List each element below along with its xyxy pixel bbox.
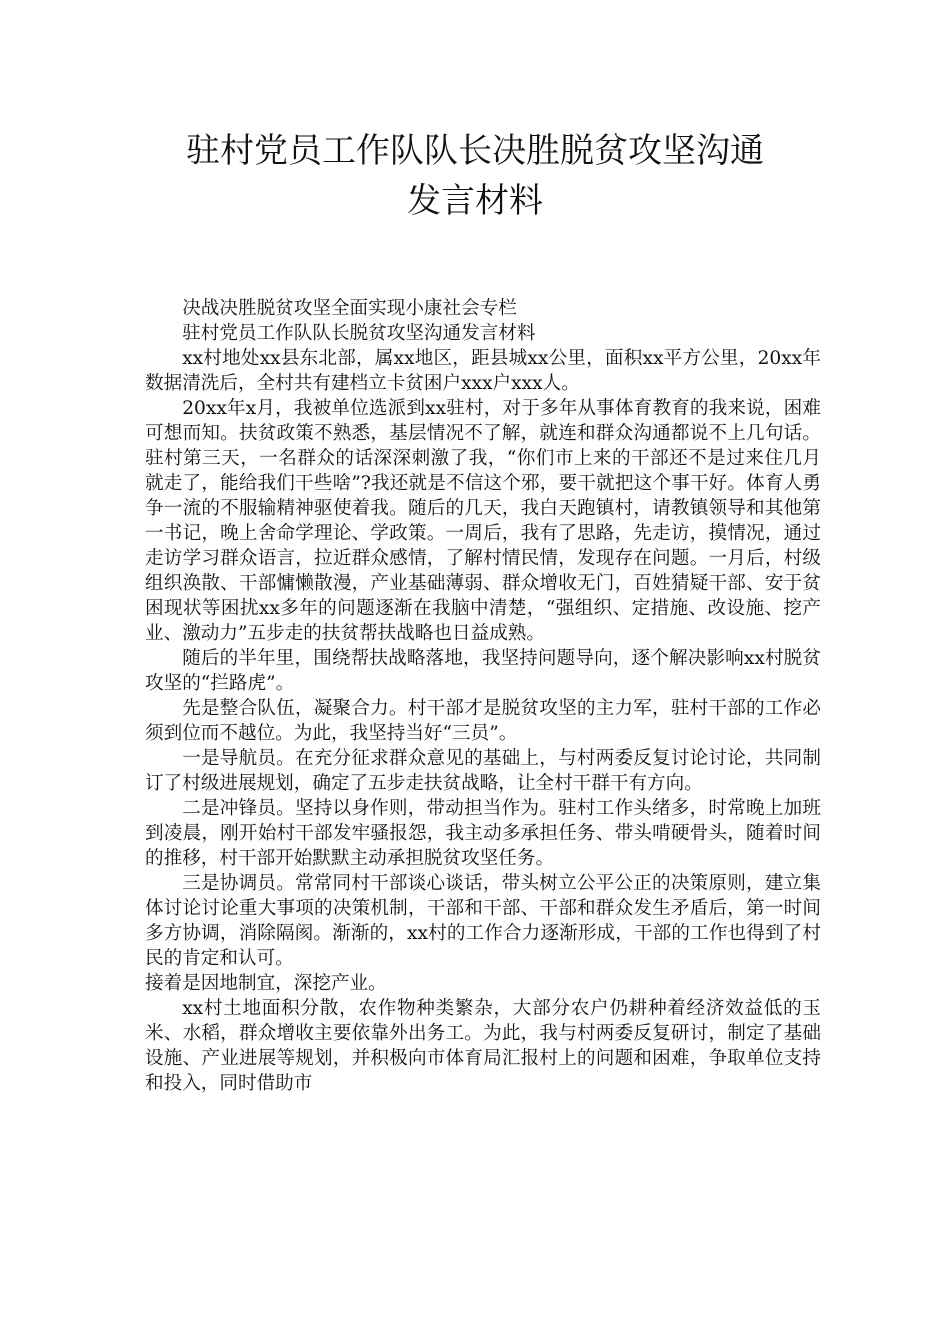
title-line-2: 发言材料 [407, 181, 543, 221]
document-body [145, 296, 821, 1096]
paragraph-following-months: 随后的半年里，围绕帮扶战略落地，我坚持问题导向，逐个解决影响xx村脱贫攻坚的“拦路虎”。 [145, 648, 821, 694]
paragraph-coordinator: 三是协调员。常常同村干部谈心谈话，带头树立公平公正的决策原则，建立集体讨论讨论重大事项的决策机制，干部和干部、干部和群众发生矛盾后，第一时间多方协调，消除隔阂。渐渐的，xx村的工作合力逐渐形成，干部的工作也得到了村民的肯定和认可。 [145, 873, 821, 969]
paragraph-assignment: 20xx年x月，我被单位选派到xx驻村，对于多年从事体育教育的我来说，困难可想而知。扶贫政策不熟悉，基层情况不了解，就连和群众沟通都说不上几句话。驻村第三天，一名群众的话深深刺激了我，“你们市上来的干部还不是过来住几月就走了，能给我们干些啥”?我还就是不信这个邪，要干就把这个事干好。体育人勇争一流的不服输精神驱使着我。随后的几天，我白天跑镇村，请教镇领导和其他第一书记，晚上舍命学理论、学政策。一周后，我有了思路，先走访，摸情况，通过走访学习群众语言，拉近群众感情，了解村情民情，发现存在问题。一月后，村级组织涣散、干部慵懒散漫，产业基础薄弱、群众增收无门，百姓猜疑干部、安于贫困现状等困扰xx多年的问题逐渐在我脑中清楚，“强组织、定措施、改设施、挖产业、激动力”五步走的扶贫帮扶战略也日益成熟。 [145, 398, 821, 644]
paragraph-vanguard: 二是冲锋员。坚持以身作则，带动担当作为。驻村工作头绪多，时常晚上加班到凌晨，刚开始村干部发牢骚报怨，我主动多承担任务、带头啃硬骨头，随着时间的推移，村干部开始默默主动承担脱贫攻坚任务。 [145, 798, 821, 869]
paragraph-industry-heading: 接着是因地制宜，深挖产业。 [145, 973, 387, 994]
paragraph-column-heading: 决战决胜脱贫攻坚全面实现小康社会专栏 [182, 298, 517, 319]
paragraph-village-intro: xx村地处xx县东北部，属xx地区，距县城xx公里，面积xx平方公里，20xx年数据清洗后，全村共有建档立卡贫困户xxx户xxx人。 [145, 348, 821, 394]
title-line-1: 驻村党员工作队队长决胜脱贫攻坚沟通 [186, 131, 764, 171]
paragraph-team-integration: 先是整合队伍，凝聚合力。村干部才是脱贫攻坚的主力军，驻村干部的工作必须到位而不越位。为此，我坚持当好“三员”。 [145, 698, 821, 744]
paragraph-industry: xx村土地面积分散，农作物种类繁杂，大部分农户仍耕种着经济效益低的玉米、水稻，群众增收主要依靠外出务工。为此，我与村两委反复研讨，制定了基础设施、产业进展等规划，并积极向市体育局汇报村上的问题和困难，争取单位支持和投入，同时借助市 [145, 998, 821, 1094]
document-title [110, 126, 840, 226]
paragraph-navigator: 一是导航员。在充分征求群众意见的基础上，与村两委反复讨论讨论，共同制订了村级进展规划，确定了五步走扶贫战略，让全村干群干有方向。 [145, 748, 821, 794]
paragraph-subtitle: 驻村党员工作队队长脱贫攻坚沟通发言材料 [182, 323, 536, 344]
